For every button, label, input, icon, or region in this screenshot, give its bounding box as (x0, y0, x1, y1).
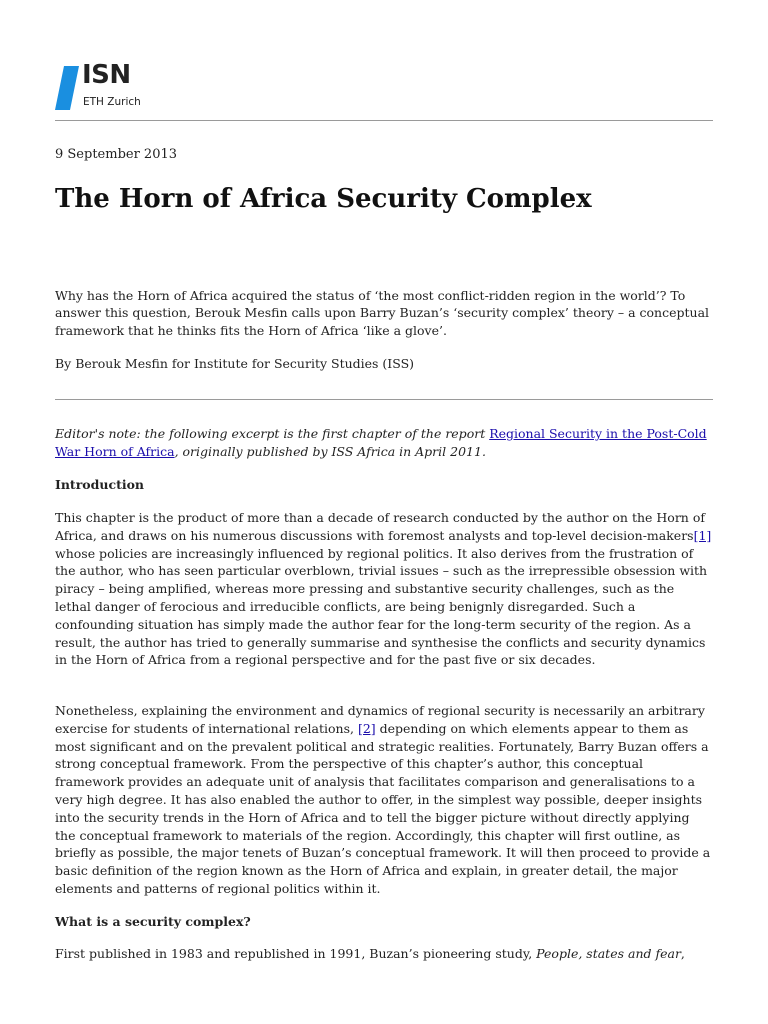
book-title: People, states and fear (536, 946, 681, 961)
section-heading-introduction: Introduction (55, 477, 145, 492)
logo-text: ISN (82, 60, 131, 90)
summary-divider (55, 399, 713, 400)
editor-note (55, 425, 713, 461)
logo-subtext: ETH Zurich (83, 96, 141, 108)
paragraph-2 (55, 702, 713, 898)
report-link[interactable]: Regional Security in the Post-Cold War Horn of Africa (55, 426, 707, 459)
isn-logo[interactable] (55, 60, 155, 114)
paragraph-3-text-a: First published in 1983 and republished in 1991, Buzan’s pioneering study, (55, 946, 537, 961)
paragraph-2-text-a: Nonetheless, explaining the environment and dynamics of regional security is necessarily an arbitrary exercise for students of international relations, (55, 703, 705, 736)
article-summary: Why has the Horn of Africa acquired the status of ‘the most conflict-ridden region in the world’? To answer this question, Berouk Mesfin calls upon Barry Buzan’s ‘security complex’ theory – a conceptual framework that he thinks fits the Horn of Africa ‘like a glove’. (55, 288, 710, 338)
editor-note-suffix: , originally published by ISS Africa in April 2011. (174, 444, 486, 459)
footnote-link-2[interactable]: [2] (357, 720, 376, 736)
paragraph-2-text-b: depending on which elements appear to them as most significant and on the prevalent political and strategic realities. Fortunately, Barry Buzan offers a strong conceptual framework. From the perspective of this chapter’s author, this conceptual framework provides an adequate unit of analysis that facilitates comparison and generalisations to a very high degree. It has also enabled the author to offer, in the simplest way possible, deeper insights into the security trends in the Horn of Africa and to tell the bigger picture without directly applying the conceptual framework to materials of the region. Accordingly, this chapter will first outline, as briefly as possible, the major tenets of Buzan’s conceptual framework. It will then proceed to provide a basic definition of the region known as the Horn of Africa and explain, in greater detail, the major elements and patterns of regional politics within it. (55, 720, 711, 896)
article-byline: By Berouk Mesfin for Institute for Security Studies (ISS) (55, 356, 415, 371)
footnote-link-1[interactable]: [1] (693, 527, 712, 543)
paragraph-3-text-b: , (680, 946, 685, 961)
header-divider (55, 120, 713, 121)
article-title: The Horn of Africa Security Complex (55, 184, 592, 214)
editor-note-prefix: Editor's note: the following excerpt is the first chapter of the report (55, 426, 490, 441)
paragraph-1 (55, 509, 713, 669)
paragraph-3 (55, 945, 713, 963)
section-heading-security-complex: What is a security complex? (55, 914, 251, 929)
paragraph-1-text-b: whose policies are increasingly influenced by regional politics. It also derives from the frustration of the author, who has seen particular overblown, trivial issues – such as the irrepressible obsession with piracy – being amplified, whereas more pressing and substantive security challenges, such as the lethal danger of ferocious and irreducible conflicts, are being benignly disregarded. Such a confounding situation has simply made the author fear for the long-term security of the region. As a result, the author has tried to generally summarise and synthesise the conflicts and security dynamics in the Horn of Africa from a regional perspective and for the past five or six decades. (55, 545, 708, 668)
paragraph-1-text-a: This chapter is the product of more than a decade of research conducted by the author on the Horn of Africa, and draws on his numerous discussions with foremost analysts and top-level decision-makers (55, 510, 705, 543)
article-date: 9 September 2013 (55, 147, 178, 162)
isn-logo-mark-icon (55, 66, 79, 110)
